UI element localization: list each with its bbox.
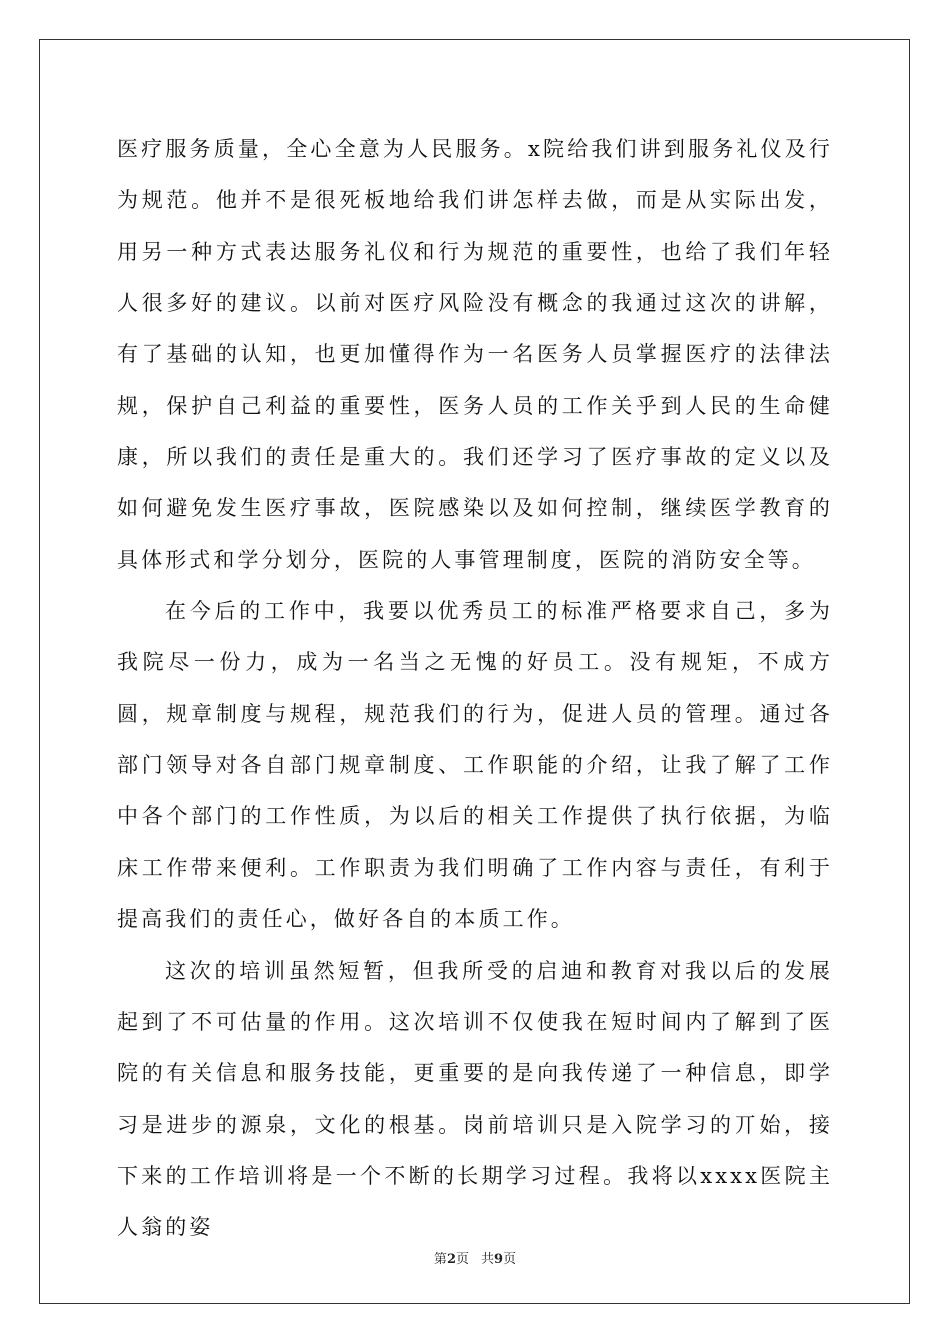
document-body	[117, 124, 833, 1254]
footer-page-prefix: 第	[433, 1252, 447, 1267]
paragraph-2: 在今后的工作中，我要以优秀员工的标准严格要求自己，多为我院尽一份力，成为一名当之无愧的好员工。没有规矩，不成方圆，规章制度与规程，规范我们的行为，促进人员的管理。通过各部门领导对各自部门规章制度、工作职能的介绍，让我了解了工作中各个部门的工作性质，为以后的相关工作提供了执行依据，为临床工作带来便利。工作职责为我们明确了工作内容与责任，有利于提高我们的责任心，做好各自的本质工作。	[117, 599, 833, 932]
paragraph-3: 这次的培训虽然短暂，但我所受的启迪和教育对我以后的发展起到了不可估量的作用。这次培训不仅使我在短时间内了解到了医院的有关信息和服务技能，更重要的是向我传递了一种信息，即学习是进步的源泉，文化的根基。岗前培训只是入院学习的丌始，接下来的工作培训将是一个不断的长期学习过程。我将以xxxx医院主人翁的姿	[117, 958, 833, 1240]
footer-page-suffix: 页	[455, 1252, 469, 1267]
page-footer	[0, 1248, 950, 1267]
footer-total-pages: 9	[494, 1252, 504, 1267]
footer-page-number: 2	[446, 1252, 456, 1267]
footer-total-prefix: 共	[481, 1252, 495, 1267]
paragraph-1: 医疗服务质量，全心全意为人民服务。x院给我们讲到服务礼仪及行为规范。他并不是很死板地给我们讲怎样去做，而是从实际出发，用另一种方式表达服务礼仪和行为规范的重要性，也给了我们年轻人很多好的建议。以前对医疗风险没有概念的我通过这次的讲解，有了基础的认知，也更加懂得作为一名医务人员掌握医疗的法律法规，保护自己利益的重要性，医务人员的工作关乎到人民的生命健康，所以我们的责任是重大的。我们还学习了医疗事故的定义以及如何避免发生医疗事故，医院感染以及如何控制，继续医学教育的具体形式和学分划分，医院的人事管理制度，医院的消防安全等。	[117, 137, 833, 572]
footer-total-suffix: 页	[503, 1252, 517, 1267]
